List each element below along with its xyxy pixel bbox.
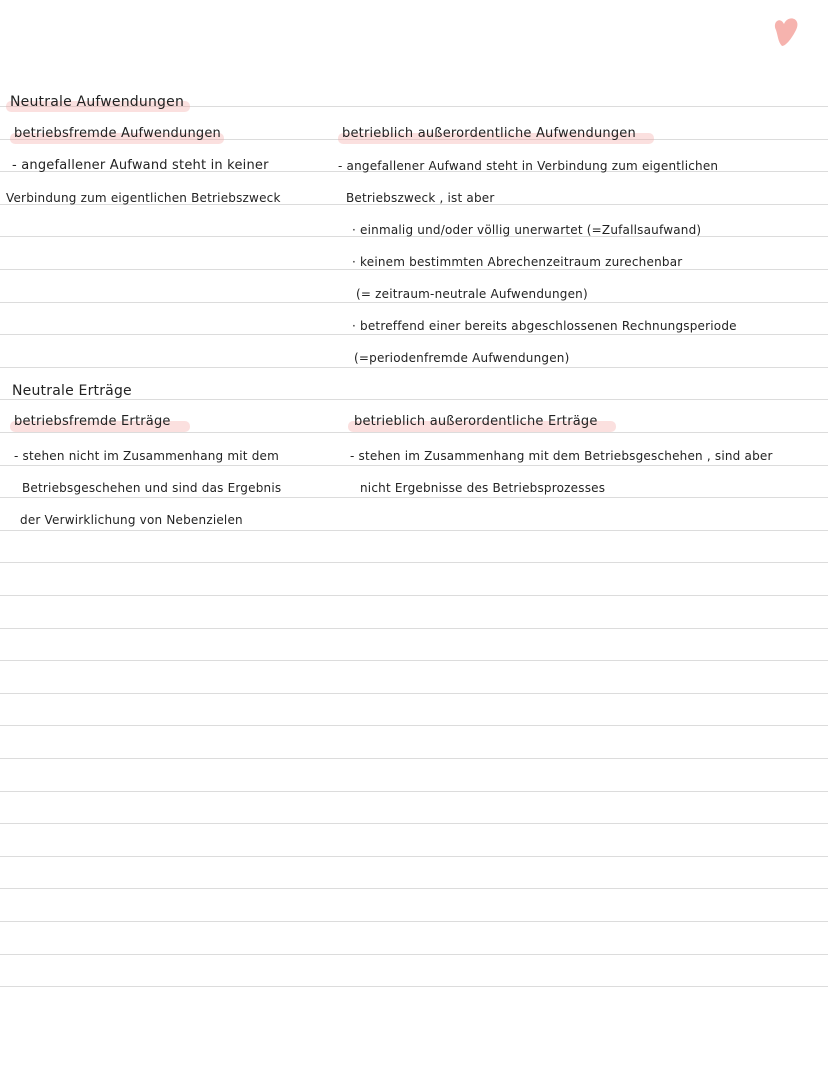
text-line: - angefallener Aufwand steht in keiner (12, 158, 269, 173)
heading-betrieblich-aufwendungen: betrieblich außerordentliche Aufwendungen (342, 126, 636, 141)
rule-line (0, 791, 828, 792)
rule-line (0, 823, 828, 824)
rule-line (0, 888, 828, 889)
rule-line (0, 302, 828, 303)
bullet-item: · betreffend einer bereits abgeschlossenen Rechnungsperiode (352, 319, 737, 333)
text-line: Betriebsgeschehen und sind das Ergebnis (22, 481, 282, 495)
rule-line (0, 497, 828, 498)
rule-line (0, 530, 828, 531)
rule-line (0, 334, 828, 335)
text-line: - stehen im Zusammenhang mit dem Betriebsgeschehen , sind aber (350, 449, 773, 463)
section-title-neutral-income: Neutrale Erträge (12, 383, 132, 399)
heading-betriebsfremde-ertraege: betriebsfremde Erträge (14, 414, 171, 429)
rule-line (0, 660, 828, 661)
text-line: - stehen nicht im Zusammenhang mit dem (14, 449, 280, 463)
rule-line (0, 432, 828, 433)
rule-line (0, 595, 828, 596)
text-line: (= zeitraum-neutrale Aufwendungen) (356, 287, 588, 301)
rule-line (0, 954, 828, 955)
rule-line (0, 628, 828, 629)
rule-line (0, 562, 828, 563)
text-line: - angefallener Aufwand steht in Verbindung zum eigentlichen (338, 159, 719, 173)
rule-line (0, 856, 828, 857)
bullet-item: · einmalig und/oder völlig unerwartet (=Zufallsaufwand) (352, 223, 702, 237)
rule-line (0, 758, 828, 759)
bullet-item: · keinem bestimmten Abrechenzeitraum zurechenbar (352, 255, 683, 269)
section-title-neutral-expenses: Neutrale Aufwendungen (10, 94, 185, 110)
text-line: der Verwirklichung von Nebenzielen (20, 513, 243, 527)
rule-line (0, 693, 828, 694)
text-line: nicht Ergebnisse des Betriebsprozesses (360, 481, 606, 495)
text-line: (=periodenfremde Aufwendungen) (354, 351, 570, 365)
rule-line (0, 725, 828, 726)
rule-line (0, 399, 828, 400)
rule-line (0, 986, 828, 987)
rule-line (0, 367, 828, 368)
rule-line (0, 921, 828, 922)
heart-icon (770, 12, 804, 50)
text-line: Verbindung zum eigentlichen Betriebszweck (6, 191, 281, 205)
heading-betrieblich-ertraege: betrieblich außerordentliche Erträge (354, 414, 598, 429)
heading-betriebsfremde-aufwendungen: betriebsfremde Aufwendungen (14, 126, 221, 141)
rule-line (0, 465, 828, 466)
text-line: Betriebszweck , ist aber (346, 191, 495, 205)
